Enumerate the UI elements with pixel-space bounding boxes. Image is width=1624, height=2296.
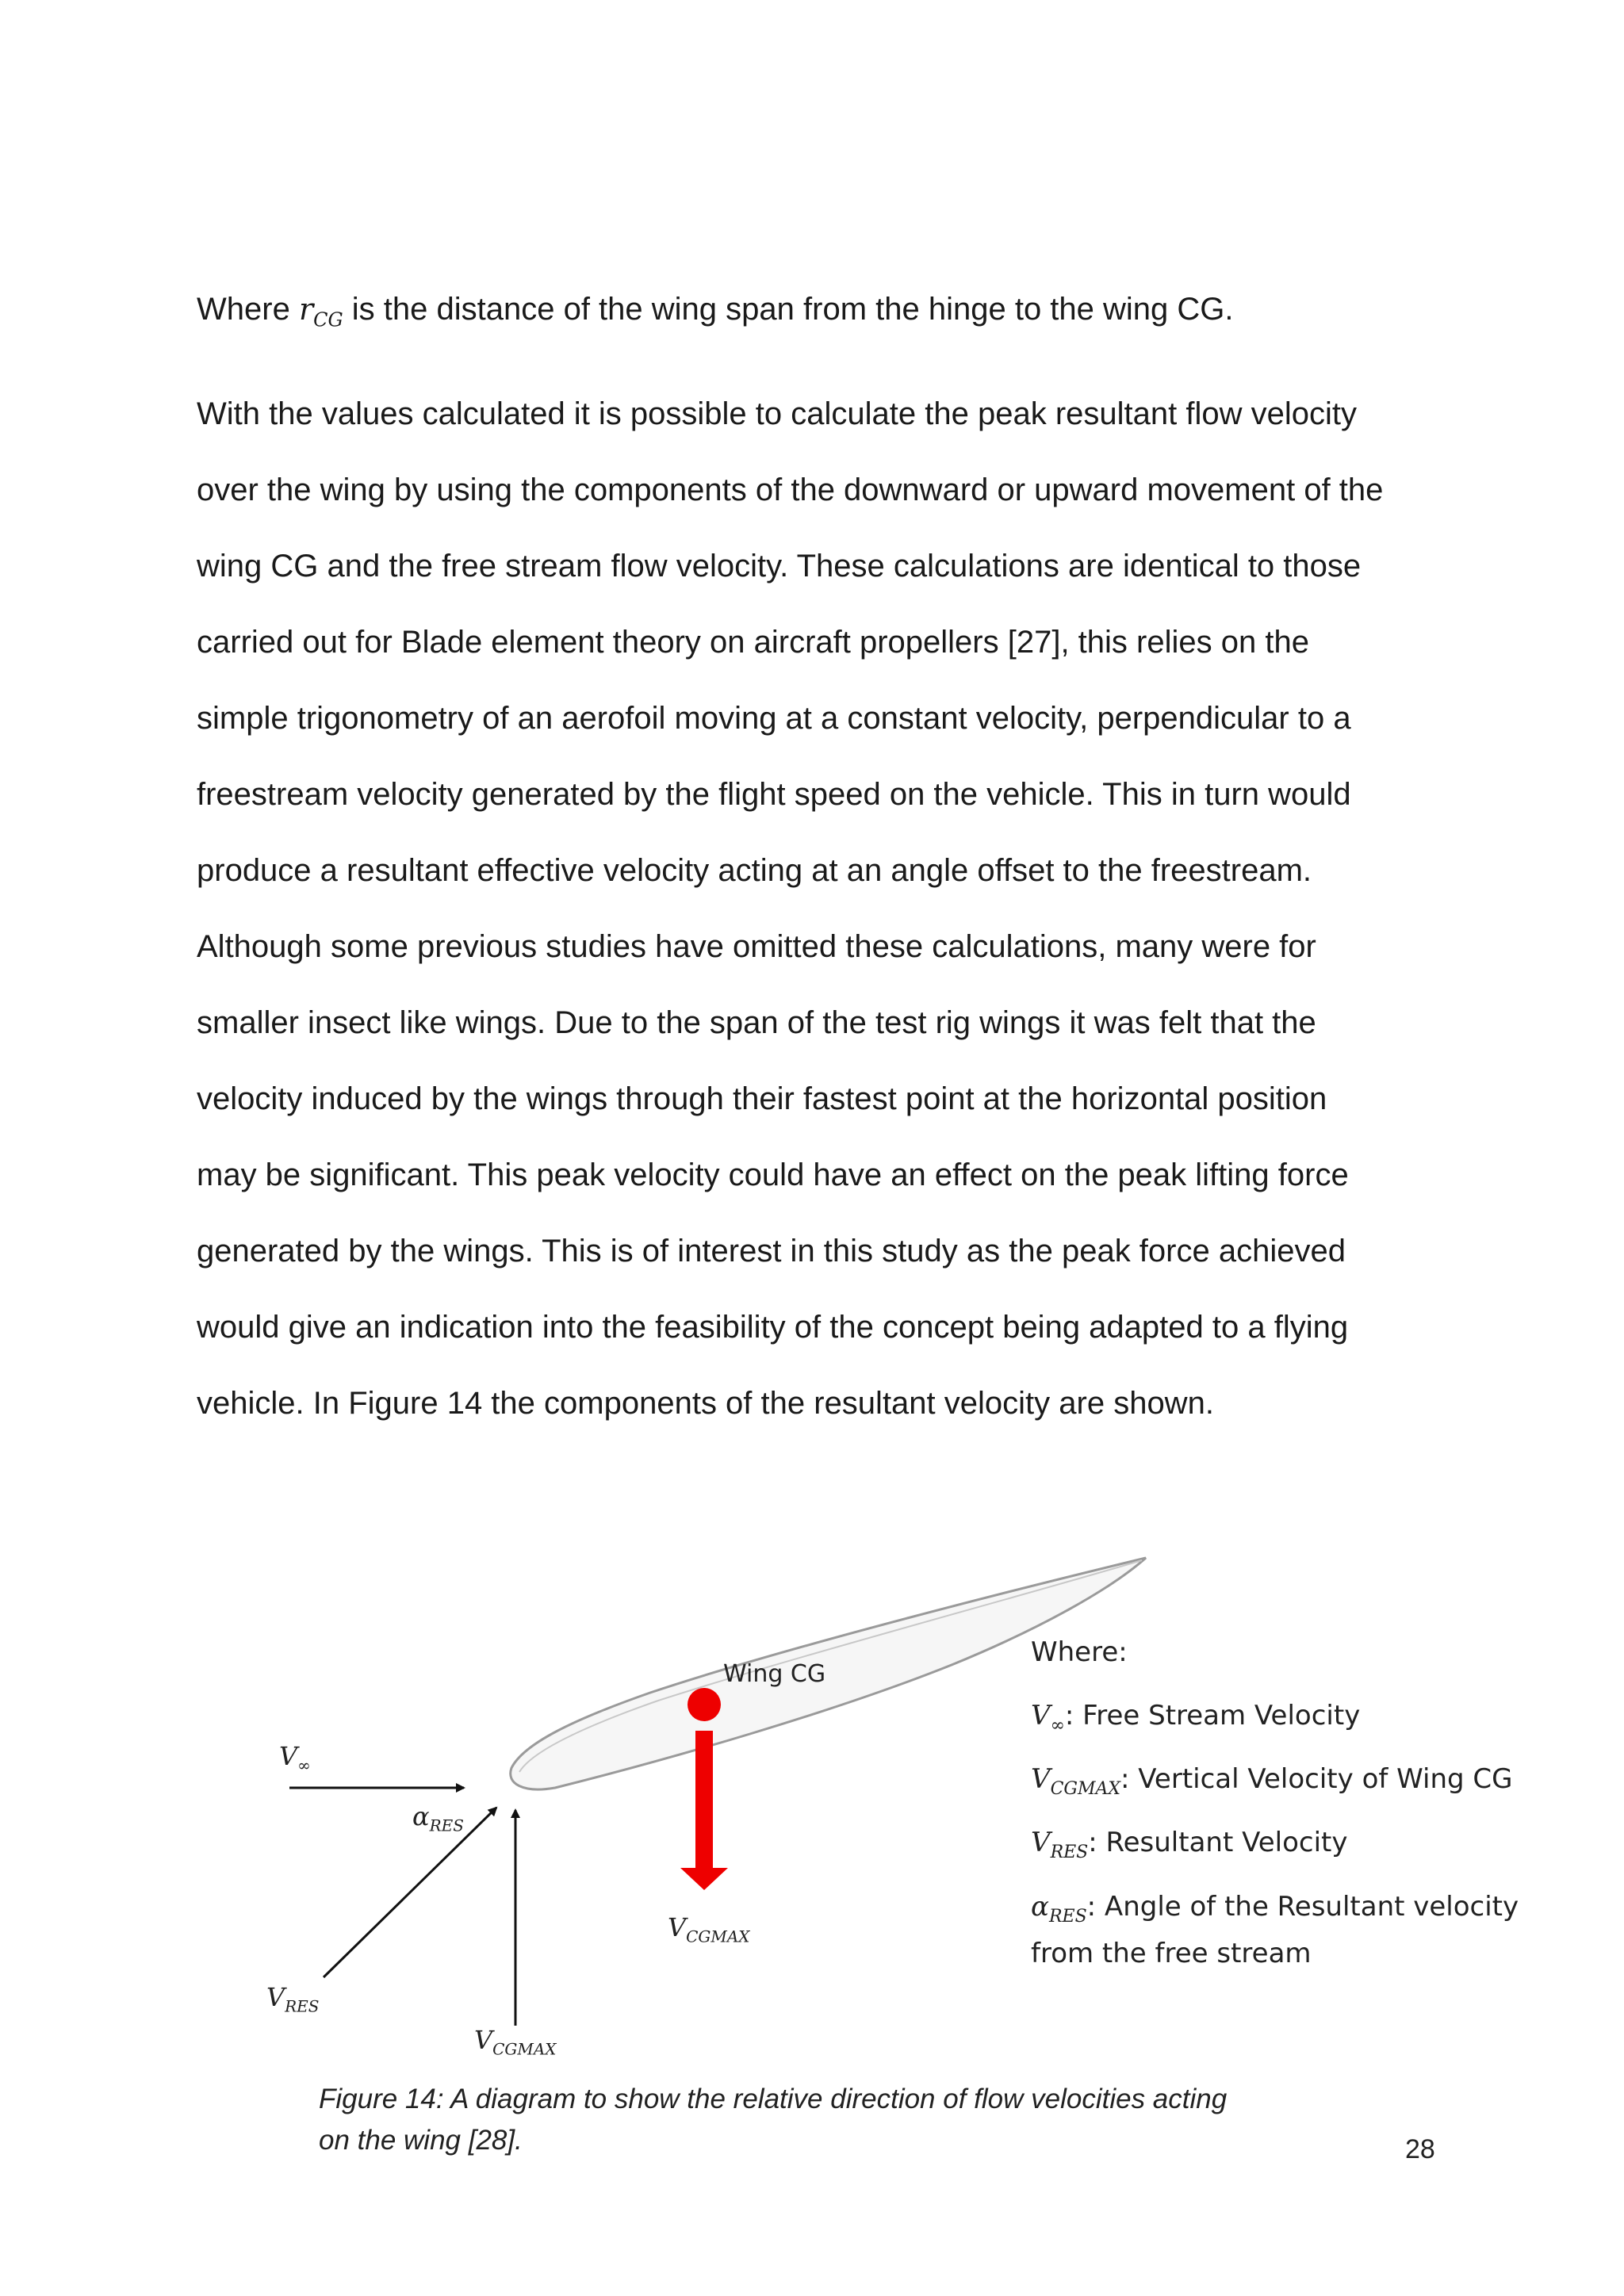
paragraph-line: simple trigonometry of an aerofoil moving at a constant velocity, perpendicular to a bbox=[197, 701, 1351, 736]
figure-legend bbox=[1031, 1635, 1522, 1972]
page-number: 28 bbox=[1405, 2134, 1435, 2164]
paragraph-line: Although some previous studies have omitted these calculations, many were for bbox=[197, 929, 1316, 964]
paragraph-line: vehicle. In Figure 14 the components of the resultant velocity are shown. bbox=[197, 1386, 1214, 1421]
alpha-res-label: $\alpha_{RES}$ bbox=[412, 1801, 464, 1835]
paragraph-line: may be significant. This peak velocity could have an effect on the peak lifting force bbox=[197, 1158, 1349, 1192]
paragraph-line: velocity induced by the wings through their fastest point at the horizontal position bbox=[197, 1081, 1327, 1116]
paragraph-line: With the values calculated it is possible to calculate the peak resultant flow velocity bbox=[197, 396, 1357, 431]
paragraph-line: freestream velocity generated by the flight speed on the vehicle. This in turn would bbox=[197, 777, 1351, 812]
legend-item: $\alpha_{RES}$: Angle of the Resultant velocity from the free stream bbox=[1031, 1891, 1519, 1969]
intro-suffix: is the distance of the wing span from the hinge to the wing CG. bbox=[343, 292, 1234, 327]
v-cgmax-mid-label: $V_{CGMAX}$ bbox=[668, 1912, 750, 1946]
cg-velocity-arrow-shaft bbox=[695, 1731, 713, 1869]
legend-item: $V_\infty$: Free Stream Velocity bbox=[1031, 1700, 1361, 1735]
intro-prefix: Where bbox=[197, 292, 299, 327]
cg-velocity-arrow-head bbox=[680, 1868, 728, 1890]
caption-line-1: Figure 14: A diagram to show the relative direction of flow velocities acting bbox=[319, 2084, 1228, 2114]
v-res-label: $V_{RES}$ bbox=[266, 1982, 320, 2016]
wing-cg-marker bbox=[688, 1688, 721, 1721]
legend-title: Where: bbox=[1031, 1636, 1128, 1668]
resultant-velocity-arrow bbox=[324, 1808, 496, 1977]
r-cg-symbol: $r_{CG}$ bbox=[298, 292, 343, 331]
paragraph-line: smaller insect like wings. Due to the span of the test rig wings it was felt that the bbox=[197, 1005, 1316, 1040]
paragraph-line: produce a resultant effective velocity acting at an angle offset to the freestream. bbox=[197, 853, 1312, 888]
v-inf-label: $V_\infty$ bbox=[279, 1741, 311, 1775]
paragraph-line: wing CG and the free stream flow velocity. These calculations are identical to those bbox=[197, 549, 1362, 584]
paragraph-line: generated by the wings. This is of interest in this study as the peak force achieved bbox=[197, 1234, 1346, 1269]
paragraph-line: over the wing by using the components of the downward or upward movement of the bbox=[197, 473, 1384, 507]
wing-cg-label: Wing CG bbox=[723, 1660, 826, 1688]
figure-caption bbox=[319, 2079, 1302, 2161]
legend-item: $V_{RES}$: Resultant Velocity bbox=[1031, 1827, 1348, 1862]
v-cgmax-bottom-label: $V_{CGMAX}$ bbox=[474, 2025, 557, 2059]
caption-line-2: on the wing [28]. bbox=[319, 2125, 523, 2156]
paragraph-line: carried out for Blade element theory on aircraft propellers [27], this relies on the bbox=[197, 625, 1309, 660]
paragraph-line: would give an indication into the feasibility of the concept being adapted to a flying bbox=[197, 1310, 1349, 1345]
legend-item: $V_{CGMAX}$: Vertical Velocity of Wing CG bbox=[1031, 1763, 1513, 1799]
